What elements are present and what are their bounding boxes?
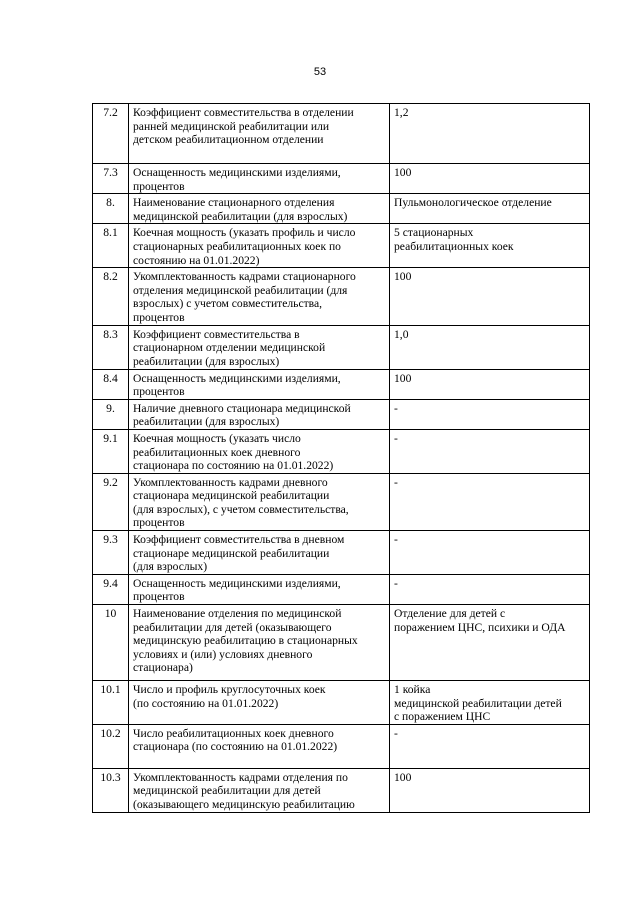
row-label-line: (по состоянию на 01.01.2022)	[133, 696, 279, 710]
row-value	[390, 224, 590, 268]
row-label	[129, 574, 390, 604]
row-number: 8.1	[93, 224, 129, 268]
page-number: 53	[313, 66, 327, 78]
table-row	[93, 473, 590, 530]
row-label-line: Число и профиль круглосуточных коек	[133, 683, 326, 697]
row-label-line: стационара (по состоянию на 01.01.2022)	[133, 740, 338, 754]
row-label-line: (оказывающего медицинскую реабилитацию	[133, 798, 355, 811]
row-label-line: Наименование отделения по медицинской	[133, 607, 342, 621]
row-label	[129, 473, 390, 530]
table-row	[93, 605, 590, 681]
row-label-line: Укомплектованность кадрами дневного	[133, 475, 328, 489]
row-number: 8.3	[93, 325, 129, 369]
row-label-line: стационара)	[133, 661, 193, 675]
row-value-line: -	[394, 533, 398, 547]
row-label	[129, 429, 390, 473]
row-value	[390, 164, 590, 194]
row-number: 8.	[93, 194, 129, 224]
row-label-line: реабилитации для детей (оказывающего	[133, 620, 332, 634]
row-value-line: медицинской реабилитации детей	[394, 696, 562, 710]
row-value	[390, 574, 590, 604]
row-label-line: процентов	[133, 385, 185, 399]
row-label	[129, 399, 390, 429]
row-label	[129, 194, 390, 224]
row-label	[129, 104, 390, 164]
row-value-line: с поражением ЦНС	[394, 710, 491, 724]
row-label	[129, 268, 390, 325]
row-label-line: взрослых) с учетом совместительства,	[133, 297, 323, 311]
row-label-line: отделения медицинской реабилитации (для	[133, 283, 348, 297]
row-label-line: Коечная мощность (указать число	[133, 431, 301, 445]
row-value-line: -	[394, 401, 398, 415]
row-label-line: Коечная мощность (указать профиль и число	[133, 226, 356, 240]
row-value	[390, 399, 590, 429]
row-label-line: состоянию на 01.01.2022)	[133, 253, 260, 267]
row-number: 10.1	[93, 681, 129, 725]
row-label	[129, 768, 390, 812]
row-label	[129, 605, 390, 681]
table-row	[93, 268, 590, 325]
row-value-line: Пульмонологическое отделение	[394, 196, 552, 210]
row-label	[129, 325, 390, 369]
row-label-line: Число реабилитационных коек дневного	[133, 726, 334, 740]
row-label	[129, 724, 390, 768]
row-value-line: 100	[394, 270, 412, 284]
table-row	[93, 574, 590, 604]
row-label-line: реабилитации (для взрослых)	[133, 415, 280, 429]
row-label-line: медицинскую реабилитацию в стационарных	[133, 634, 358, 648]
rehab-table	[92, 103, 590, 813]
table-row	[93, 194, 590, 224]
row-value-line: Отделение для детей с	[394, 607, 506, 621]
table-row	[93, 325, 590, 369]
row-label-line: процентов	[133, 179, 185, 193]
table-row	[93, 531, 590, 575]
row-value	[390, 724, 590, 768]
row-number: 10.3	[93, 768, 129, 812]
row-number: 10.2	[93, 724, 129, 768]
row-value-line: 100	[394, 371, 412, 385]
row-value	[390, 429, 590, 473]
row-label-line: реабилитационных коек дневного	[133, 445, 301, 459]
row-value	[390, 268, 590, 325]
row-label-line: медицинской реабилитации (для взрослых)	[133, 209, 348, 223]
row-label-line: Укомплектованность кадрами отделения по	[133, 770, 348, 784]
row-number: 9.2	[93, 473, 129, 530]
row-number: 7.2	[93, 104, 129, 164]
row-number: 9.	[93, 399, 129, 429]
row-label	[129, 224, 390, 268]
table-row	[93, 724, 590, 768]
row-number: 10	[93, 605, 129, 681]
table-row	[93, 429, 590, 473]
row-value	[390, 104, 590, 164]
row-value-line: поражением ЦНС, психики и ОДА	[394, 620, 566, 634]
row-label-line: стационара медицинской реабилитации	[133, 489, 330, 503]
row-value	[390, 473, 590, 530]
row-label-line: стационарном отделении медицинской	[133, 341, 326, 355]
table-row	[93, 399, 590, 429]
row-value	[390, 369, 590, 399]
row-label-line: процентов	[133, 590, 185, 604]
table-row	[93, 224, 590, 268]
row-value	[390, 194, 590, 224]
row-label-line: реабилитации (для взрослых)	[133, 354, 280, 368]
row-value	[390, 768, 590, 812]
row-label	[129, 164, 390, 194]
row-label-line: процентов	[133, 310, 185, 324]
row-number: 9.1	[93, 429, 129, 473]
row-label	[129, 531, 390, 575]
table-row	[93, 164, 590, 194]
row-label-line: Оснащенность медицинскими изделиями,	[133, 371, 341, 385]
row-value-line: 1,2	[394, 106, 409, 119]
row-value-line: 1,0	[394, 327, 409, 341]
row-label-line: Оснащенность медицинскими изделиями,	[133, 166, 341, 179]
row-value-line: -	[394, 431, 398, 445]
row-value-line: 100	[394, 166, 412, 179]
row-label-line: Коэффициент совместительства в дневном	[133, 533, 345, 547]
row-label-line: детском реабилитационном отделении	[133, 133, 324, 147]
row-label	[129, 681, 390, 725]
row-number: 8.2	[93, 268, 129, 325]
row-value-line: 1 койка	[394, 683, 431, 697]
row-value-line: -	[394, 726, 398, 740]
row-label-line: (для взрослых), с учетом совместительства,	[133, 502, 349, 516]
row-value	[390, 605, 590, 681]
row-number: 7.3	[93, 164, 129, 194]
row-number: 9.3	[93, 531, 129, 575]
table-row	[93, 369, 590, 399]
row-value-line: -	[394, 475, 398, 489]
table-row	[93, 681, 590, 725]
row-value	[390, 531, 590, 575]
row-label-line: стационаре медицинской реабилитации	[133, 546, 330, 560]
row-value-line: 5 стационарных	[394, 226, 474, 240]
row-label-line: Оснащенность медицинскими изделиями,	[133, 576, 341, 590]
row-number: 9.4	[93, 574, 129, 604]
row-label-line: медицинской реабилитации для детей	[133, 784, 321, 798]
row-label-line: (для взрослых)	[133, 560, 208, 574]
row-label-line: Коэффициент совместительства в отделении	[133, 106, 354, 119]
row-value-line: 100	[394, 770, 412, 784]
row-label	[129, 369, 390, 399]
row-label-line: процентов	[133, 516, 185, 530]
table-row	[93, 768, 590, 812]
row-label-line: условиях и (или) условиях дневного	[133, 647, 313, 661]
row-label-line: Наименование стационарного отделения	[133, 196, 335, 210]
row-label-line: ранней медицинской реабилитации или	[133, 119, 330, 133]
row-value	[390, 325, 590, 369]
row-label-line: Укомплектованность кадрами стационарного	[133, 270, 356, 284]
row-label-line: стационара по состоянию на 01.01.2022)	[133, 459, 334, 473]
row-label-line: Наличие дневного стационара медицинской	[133, 401, 351, 415]
row-value-line: реабилитационных коек	[394, 239, 514, 253]
row-value-line: -	[394, 576, 398, 590]
table-row	[93, 104, 590, 164]
row-number: 8.4	[93, 369, 129, 399]
row-value	[390, 681, 590, 725]
row-label-line: стационарных реабилитационных коек по	[133, 239, 341, 253]
row-label-line: Коэффициент совместительства в	[133, 327, 300, 341]
